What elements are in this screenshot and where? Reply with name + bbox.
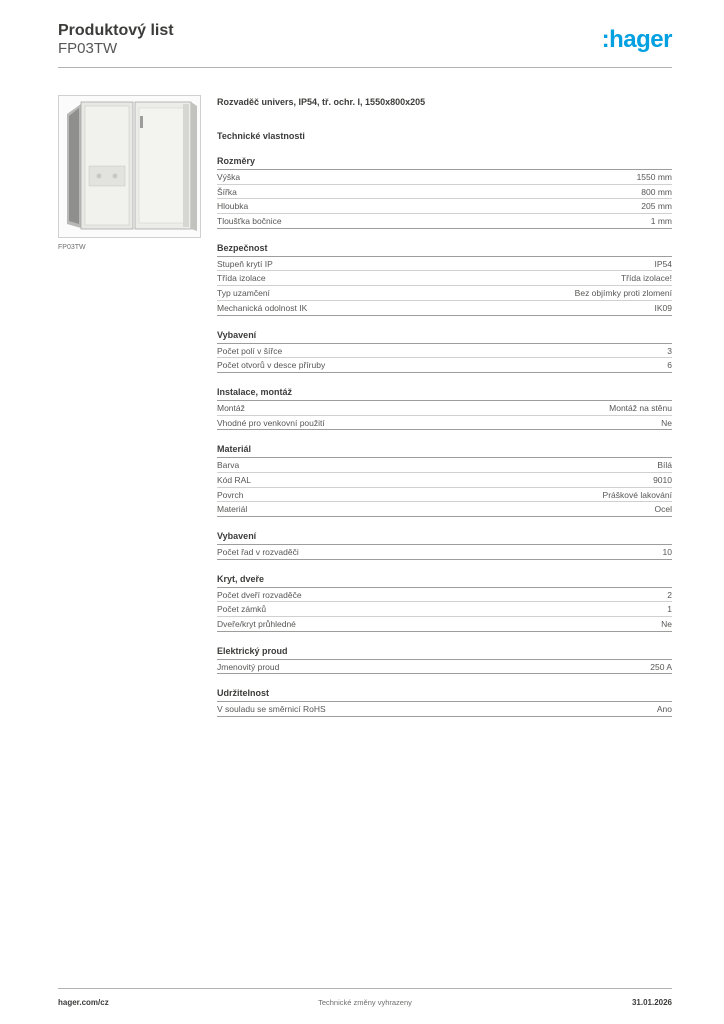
property-label: Materiál	[217, 504, 248, 515]
group-rows	[217, 256, 672, 316]
property-group	[217, 329, 672, 373]
technical-properties-heading: Technické vlastnosti	[217, 131, 305, 141]
property-group	[217, 573, 672, 632]
property-value: 6	[667, 360, 672, 371]
property-value: IP54	[654, 258, 672, 269]
property-label: Třída izolace	[217, 273, 266, 284]
property-label: V souladu se směrnicí RoHS	[217, 704, 326, 715]
group-rows	[217, 343, 672, 373]
property-value: Bez objímky proti zlomení	[574, 288, 672, 299]
product-description: Rozvaděč univers, IP54, tř. ochr. I, 1550x800x205	[217, 97, 426, 107]
property-row	[217, 617, 672, 632]
property-row	[217, 286, 672, 301]
property-label: Typ uzamčení	[217, 288, 270, 299]
group-title: Rozměry	[217, 156, 256, 166]
property-label: Počet řad v rozvaděči	[217, 547, 299, 557]
group-title: Kryt, dveře	[217, 573, 265, 584]
group-title: Elektrický proud	[217, 645, 288, 656]
property-group	[217, 645, 672, 675]
document-title: Produktový list	[58, 22, 174, 39]
property-row	[217, 271, 672, 286]
product-image-caption: FP03TW	[58, 244, 86, 251]
property-value: 250 A	[650, 661, 672, 672]
property-group	[217, 443, 672, 517]
group-rows	[217, 587, 672, 632]
property-value: 2	[667, 589, 672, 600]
page-header	[58, 20, 672, 70]
footer-divider	[58, 988, 672, 989]
property-row	[217, 588, 672, 603]
header-divider	[58, 67, 672, 68]
property-label: Stupeň krytí IP	[217, 258, 273, 269]
property-value: 10	[662, 547, 672, 557]
product-details	[217, 96, 672, 717]
footer-disclaimer: Technické změny vyhrazeny	[318, 998, 412, 1007]
property-row	[217, 401, 672, 416]
property-row	[217, 502, 672, 517]
property-row	[217, 301, 672, 316]
property-row	[217, 602, 672, 617]
property-row	[217, 416, 672, 431]
property-value: 1 mm	[650, 216, 672, 227]
property-label: Počet otvorů v desce příruby	[217, 360, 326, 371]
property-value: Ne	[661, 619, 672, 630]
property-label: Tloušťka bočnice	[217, 216, 282, 227]
property-value: Ne	[661, 417, 672, 428]
property-value: 205 mm	[641, 201, 672, 212]
property-groups	[217, 155, 672, 717]
property-group	[217, 386, 672, 430]
property-row	[217, 170, 672, 185]
footer-website: hager.com/cz	[58, 998, 109, 1007]
property-group	[217, 242, 672, 316]
property-label: Barva	[217, 460, 240, 471]
property-label: Počet polí v šířce	[217, 345, 283, 356]
property-value: Bílá	[657, 460, 672, 471]
product-image	[58, 95, 201, 238]
property-row	[217, 344, 672, 359]
property-label: Počet dveří rozvaděče	[217, 589, 302, 600]
page-footer	[58, 988, 672, 1018]
property-row	[217, 473, 672, 488]
property-label: Jmenovitý proud	[217, 661, 280, 672]
property-group	[217, 530, 672, 560]
property-value: Montáž na stěnu	[609, 402, 672, 413]
group-title: Materiál	[217, 444, 252, 455]
property-label: Mechanická odolnost IK	[217, 302, 308, 313]
property-label: Dveře/kryt průhledné	[217, 619, 296, 630]
property-row	[217, 358, 672, 373]
group-title: Vybavení	[217, 329, 257, 340]
property-label: Vhodné pro venkovní použití	[217, 417, 325, 428]
property-group	[217, 155, 672, 229]
group-title: Vybavení	[217, 531, 257, 541]
property-row	[217, 185, 672, 200]
group-title: Udržitelnost	[217, 688, 270, 699]
group-rows	[217, 400, 672, 430]
property-row	[217, 214, 672, 229]
property-value: IK09	[654, 302, 672, 313]
property-row	[217, 702, 672, 717]
property-value: Ano	[656, 704, 672, 715]
group-title: Bezpečnost	[217, 242, 268, 253]
property-group	[217, 687, 672, 717]
property-row	[217, 257, 672, 272]
group-rows	[217, 659, 672, 675]
property-row	[217, 660, 672, 675]
footer-date: 31.01.2026	[631, 998, 672, 1007]
group-rows	[217, 457, 672, 517]
property-value: Ocel	[654, 504, 672, 515]
property-label: Montáž	[217, 402, 245, 413]
hager-logo: :hager	[601, 26, 672, 53]
property-row	[217, 545, 672, 560]
enclosure-illustration	[59, 96, 200, 237]
product-code: FP03TW	[58, 40, 118, 57]
property-value: 1550 mm	[636, 172, 672, 182]
property-label: Počet zámků	[217, 604, 267, 615]
property-value: 3	[667, 345, 672, 356]
property-row	[217, 199, 672, 214]
group-rows	[217, 544, 672, 560]
group-rows	[217, 169, 672, 229]
property-value: 800 mm	[641, 186, 672, 197]
group-rows	[217, 701, 672, 717]
property-row	[217, 458, 672, 473]
property-value: Práškové lakování	[602, 489, 672, 500]
property-value: Třída izolace!	[620, 273, 672, 284]
property-value: 1	[667, 604, 672, 615]
property-value: 9010	[653, 474, 672, 485]
property-label: Výška	[217, 172, 241, 182]
group-title: Instalace, montáž	[217, 386, 293, 397]
property-label: Hloubka	[217, 201, 249, 212]
property-label: Šířka	[217, 186, 237, 197]
property-row	[217, 488, 672, 503]
property-label: Kód RAL	[217, 474, 252, 485]
property-label: Povrch	[217, 489, 244, 500]
